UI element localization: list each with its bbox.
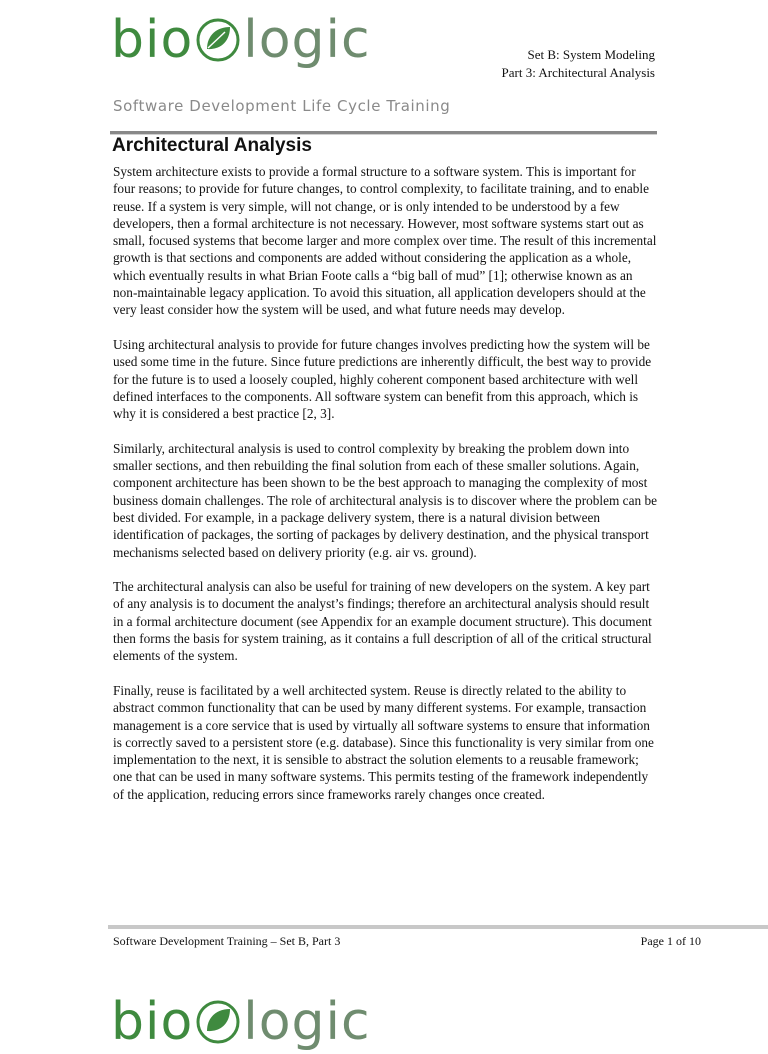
- footer-title: Software Development Training – Set B, Part 3: [113, 934, 341, 948]
- biologic-logo: [111, 10, 371, 72]
- leaf-icon: [195, 17, 241, 72]
- paragraph: Using architectural analysis to provide for future changes involves predicting how the system will be used some time in the future. Since future predictions are inherently difficult, the best way to provide for the future is to used a loosely coupled, highly coherent component based architecture with well defined interfaces to the components. All software system can benefit from this approach, which is why it is considered a best practice [2, 3].: [113, 336, 652, 422]
- tagline: Software Development Life Cycle Training: [113, 97, 451, 115]
- page-number: Page 1 of 10: [640, 934, 701, 948]
- header-set-line: Set B: System Modeling: [527, 47, 655, 62]
- next-page-logo: [111, 992, 371, 1054]
- body-text: [113, 163, 659, 820]
- logo-text-bio: bio: [111, 10, 194, 70]
- paragraph: System architecture exists to provide a formal structure to a software system. This is important for four reasons; to provide for future changes, to control complexity, to facilitate training, and to enable reuse. If a system is very simple, will not change, or is only intended to be understood by a few developers, then a formal architecture is not necessary. However, most software systems start out as small, focused systems that become larger and more complex over time. The result of this incremental growth is that sections and components are added without considering the application as a whole, which eventually results in what Brian Foote calls a “big ball of mud” [1]; otherwise known as an non-maintainable legacy application. To avoid this situation, all application developers should at the very least consider how the system will be used, and what future needs may develop.: [113, 164, 657, 318]
- leaf-icon: [195, 999, 241, 1054]
- header-section-info: [502, 46, 655, 82]
- paragraph: Finally, reuse is facilitated by a well architected system. Reuse is directly related to the ability to abstract common functionality that can be used by many different systems. For example, transaction management is a core service that is used by virtually all software systems to ensure that information is correctly saved to a persistent store (e.g. database). Since this functionality is very similar from one implementation to the next, it is sensible to abstract the solution elements to a reusable framework; one that can be used in many software systems. This permits testing of the framework independently of the application, reducing errors since frameworks rarely changes once created.: [113, 682, 654, 802]
- logo-text-logic: logic: [243, 992, 371, 1052]
- paragraph: Similarly, architectural analysis is used to control complexity by breaking the problem down into smaller sections, and then rebuilding the final solution from each of these smaller solutions. Again, component architecture has been shown to be the best approach to managing the complexity of most business domain challenges. The role of architectural analysis is to discover where the problem can be best divided. For example, in a package delivery system, there is a natural division between identification of packages, the sorting of packages by delivery destination, and the physical transport mechanisms selected based on delivery priority (e.g. air vs. ground).: [113, 440, 658, 560]
- footer-divider: [108, 925, 768, 929]
- logo-text-logic: logic: [243, 10, 371, 70]
- paragraph: The architectural analysis can also be useful for training of new developers on the system. A key part of any analysis is to document the analyst’s findings; therefore an architectural analysis should result in a formal architecture document (see Appendix for an example document structure). This document then forms the basis for system training, as it contains a full description of all of the critical structural elements of the system.: [113, 579, 652, 664]
- header-part-line: Part 3: Architectural Analysis: [501, 65, 655, 80]
- header-divider: [110, 131, 657, 134]
- logo-text-bio: bio: [111, 992, 194, 1052]
- page-title: Architectural Analysis: [112, 135, 312, 156]
